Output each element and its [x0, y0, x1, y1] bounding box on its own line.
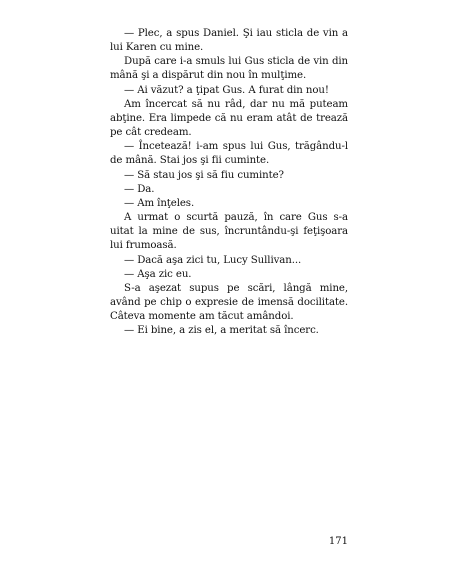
paragraph-10: — Dacă aşa zici tu, Lucy Sullivan...	[124, 254, 302, 266]
paragraph-1: — Plec, a spus Daniel. Şi iau sticla de vin a lui Karen cu mine.	[110, 28, 348, 54]
paragraph-8: — Am înţeles.	[124, 197, 195, 209]
paragraph-9: A urmat o scurtă pauză, în care Gus s-a uitat la mine de sus, încruntându-şi feţişoara lui frumoasă.	[110, 212, 348, 252]
paragraph-5: — Încetează! i-am spus lui Gus, trăgându-l de mână. Stai jos şi fii cuminte.	[110, 141, 348, 167]
paragraph-7: — Da.	[124, 183, 155, 195]
paragraph-2: După care i-a smuls lui Gus sticla de vin din mână şi a dispărut din nou în mulţime.	[110, 56, 348, 82]
paragraph-3: — Ai văzut? a ţipat Gus. A furat din nou!	[124, 84, 329, 96]
page-number: 171	[328, 536, 348, 547]
paragraph-11: — Aşa zic eu.	[124, 268, 192, 280]
paragraph-4: Am încercat să nu râd, dar nu mă puteam abţine. Era limpede că nu eram atât de trează pe cât credeam.	[110, 98, 348, 139]
paragraph-13: — Ei bine, a zis el, a meritat să încerc.	[124, 325, 319, 337]
body-text	[110, 27, 348, 338]
paragraph-12: S-a aşezat supus pe scări, lângă mine, având pe chip o expresie de imensă docilitate. Câteva momente am tăcut amândoi.	[110, 282, 348, 323]
paragraph-6: — Să stau jos şi să fiu cuminte?	[124, 169, 284, 181]
